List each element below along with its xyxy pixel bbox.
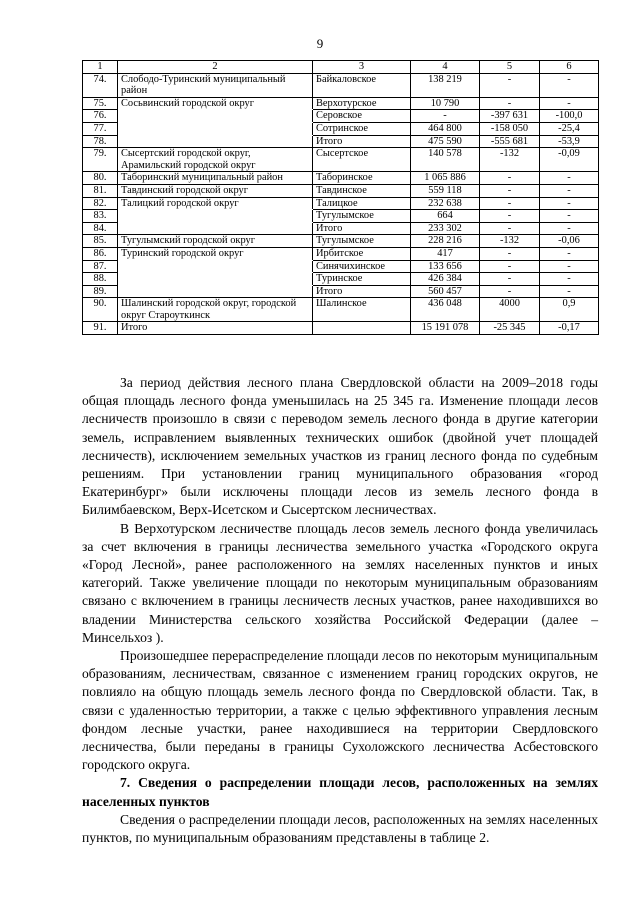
table-cell-pct: - (540, 197, 599, 210)
table-cell-change: -158 050 (480, 122, 540, 135)
table-cell-pct: - (540, 273, 599, 286)
table-cell-les: Тугулымское (313, 235, 411, 248)
table-cell-pct: -53,9 (540, 135, 599, 148)
table-cell-area: 232 638 (411, 197, 480, 210)
table-cell-mo: Туринский городской округ (118, 247, 313, 260)
table-cell-mo: Итого (118, 322, 313, 335)
table-cell-n: 88. (83, 273, 118, 286)
table-cell-n: 90. (83, 298, 118, 322)
table-cell-area: 10 790 (411, 97, 480, 110)
paragraph: Сведения о распределении площади лесов, расположенных на землях населенных пунктов, по муниципальным образованиям представлены в таблице 2. (82, 811, 598, 846)
table-cell-area: 417 (411, 247, 480, 260)
table-cell-change: -25 345 (480, 322, 540, 335)
table-cell-change: - (480, 222, 540, 235)
table-row (83, 97, 599, 110)
table-row (83, 122, 599, 135)
column-header: 2 (118, 61, 313, 74)
column-header: 5 (480, 61, 540, 74)
table-cell-les: Байкаловское (313, 73, 411, 97)
table-cell-change: -397 631 (480, 110, 540, 123)
table-cell-les: Туринское (313, 273, 411, 286)
table-cell-mo: Шалинский городской округ, городской округ Староуткинск (118, 298, 313, 322)
table-row (83, 210, 599, 223)
table-cell-mo (118, 110, 313, 123)
table-cell-n: 81. (83, 184, 118, 197)
table-cell-pct: - (540, 247, 599, 260)
table-cell-area: 559 118 (411, 184, 480, 197)
table-row (83, 73, 599, 97)
table-cell-n: 80. (83, 172, 118, 185)
table-cell-area: 664 (411, 210, 480, 223)
table-cell-change: - (480, 172, 540, 185)
table-row (83, 172, 599, 185)
table-cell-n: 83. (83, 210, 118, 223)
table-cell-les: Сотринское (313, 122, 411, 135)
table-cell-n: 91. (83, 322, 118, 335)
table-cell-pct: 0,9 (540, 298, 599, 322)
table-cell-pct: - (540, 73, 599, 97)
table-cell-mo: Слободо-Туринский муниципальный район (118, 73, 313, 97)
table-cell-area: 475 590 (411, 135, 480, 148)
table-cell-change: - (480, 184, 540, 197)
table-cell-mo: Талицкий городской округ (118, 197, 313, 210)
table-cell-pct: -100,0 (540, 110, 599, 123)
table-cell-area: 15 191 078 (411, 322, 480, 335)
table-cell-pct: - (540, 285, 599, 298)
table-cell-pct: - (540, 222, 599, 235)
table-cell-les: Серовское (313, 110, 411, 123)
table-cell-n: 75. (83, 97, 118, 110)
table-cell-change: - (480, 97, 540, 110)
table-cell-n: 82. (83, 197, 118, 210)
body-text (82, 374, 598, 847)
table-cell-area: 140 578 (411, 148, 480, 172)
table-cell-mo: Сысертский городской округ, Арамильский городской округ (118, 148, 313, 172)
forest-area-table (82, 60, 599, 335)
table-cell-les: Синячихинское (313, 260, 411, 273)
table-cell-les: Итого (313, 285, 411, 298)
table-cell-area: 138 219 (411, 73, 480, 97)
paragraph: В Верхотурском лесничестве площадь лесов земель лесного фонда увеличилась за счет включения в границы лесничества земельного участка «Городского округа «Город Лесной», ранее расположенного на землях населенных пунктов и иных категорий. Также увеличение площади по некоторым муниципальным образованиям связано с включением в границы лесничеств лесных участков, ранее находившихся во владении Министерства сельского хозяйства Российской Федерации (далее – Минсельхоз ). (82, 520, 598, 645)
table-cell-mo (118, 122, 313, 135)
table-cell-change: -555 681 (480, 135, 540, 148)
column-header: 1 (83, 61, 118, 74)
table-cell-les: Талицкое (313, 197, 411, 210)
table-cell-mo: Сосьвинский городской округ (118, 97, 313, 110)
column-header: 3 (313, 61, 411, 74)
table-cell-area: - (411, 110, 480, 123)
table-cell-mo: Таборинский муниципальный район (118, 172, 313, 185)
table-row (83, 285, 599, 298)
table-row (83, 197, 599, 210)
table-cell-pct: -0,06 (540, 235, 599, 248)
table-row (83, 235, 599, 248)
table-cell-pct: - (540, 97, 599, 110)
table-row (83, 135, 599, 148)
table-cell-change: - (480, 247, 540, 260)
table-cell-n: 77. (83, 122, 118, 135)
table-cell-pct: -0,17 (540, 322, 599, 335)
table-cell-les: Тугулымское (313, 210, 411, 223)
table-row (83, 110, 599, 123)
table-cell-pct: - (540, 210, 599, 223)
section-heading: 7. Сведения о распределении площади лесов, расположенных на землях населенных пунктов (82, 775, 598, 809)
table-row (83, 247, 599, 260)
table-cell-change: - (480, 197, 540, 210)
table-cell-area: 436 048 (411, 298, 480, 322)
table-cell-area: 426 384 (411, 273, 480, 286)
table-cell-mo (118, 135, 313, 148)
table-cell-change: - (480, 73, 540, 97)
table-cell-les: Шалинское (313, 298, 411, 322)
table-cell-change: - (480, 273, 540, 286)
table-cell-n: 74. (83, 73, 118, 97)
table-cell-n: 79. (83, 148, 118, 172)
table-row (83, 322, 599, 335)
table-cell-les: Тавдинское (313, 184, 411, 197)
table-cell-mo (118, 273, 313, 286)
table-cell-n: 86. (83, 247, 118, 260)
table-cell-area: 233 302 (411, 222, 480, 235)
table-row (83, 148, 599, 172)
table-cell-change: -132 (480, 148, 540, 172)
table-row (83, 184, 599, 197)
table-row (83, 273, 599, 286)
table-cell-area: 1 065 886 (411, 172, 480, 185)
table-row (83, 298, 599, 322)
table-cell-mo (118, 210, 313, 223)
table-cell-n: 78. (83, 135, 118, 148)
table-cell-mo (118, 285, 313, 298)
table-cell-n: 84. (83, 222, 118, 235)
table-cell-n: 87. (83, 260, 118, 273)
table-cell-les (313, 322, 411, 335)
table-cell-change: - (480, 285, 540, 298)
table-cell-pct: - (540, 260, 599, 273)
table-cell-n: 76. (83, 110, 118, 123)
table-cell-mo (118, 222, 313, 235)
column-header: 6 (540, 61, 599, 74)
table-cell-area: 228 216 (411, 235, 480, 248)
table-cell-les: Итого (313, 135, 411, 148)
table-cell-change: 4000 (480, 298, 540, 322)
table-cell-n: 85. (83, 235, 118, 248)
table-cell-change: -132 (480, 235, 540, 248)
table-cell-mo: Тавдинский городской округ (118, 184, 313, 197)
column-header: 4 (411, 61, 480, 74)
table-cell-pct: -25,4 (540, 122, 599, 135)
table-cell-area: 560 457 (411, 285, 480, 298)
table-cell-les: Таборинское (313, 172, 411, 185)
table-row (83, 260, 599, 273)
table-header-row (83, 61, 599, 74)
table-cell-les: Верхотурское (313, 97, 411, 110)
table-row (83, 222, 599, 235)
paragraph: За период действия лесного плана Свердловской области на 2009–2018 годы общая площадь лесного фонда уменьшилась на 25 345 га. Изменение площади лесов лесничеств произошло в связи с переводом земель лесного фонда в другие категории земель, исправлением выявленных технических ошибок (двойной учет площадей лесничеств), исключением земельных участков из границ лесного фонда по судебным решениям. При установлении границ муниципального образования «город Екатеринбург» были исключены площади лесов из земель лесного фонда в Билимбаевском, Верх-Исетском и Сысертском лесничествах. (82, 375, 598, 518)
table-cell-pct: -0,09 (540, 148, 599, 172)
table-cell-change: - (480, 260, 540, 273)
page-number: 9 (316, 36, 324, 51)
table-cell-change: - (480, 210, 540, 223)
table-cell-pct: - (540, 172, 599, 185)
table-cell-area: 464 800 (411, 122, 480, 135)
table-cell-les: Сысертское (313, 148, 411, 172)
table-cell-mo: Тугулымский городской округ (118, 235, 313, 248)
table-cell-les: Итого (313, 222, 411, 235)
paragraph: Произошедшее перераспределение площади лесов по некоторым муниципальным образованиям, лесничествам, связанное с изменением границ городских округов, не повлияло на общую площадь земель лесного фонда по Свердловской области. Так, в связи с удаленностью территории, а также с целью эффективного управления лесным фондом лесные участки, ранее находившиеся на территории Свердловского лесничества, были переданы в границы Сухоложского лесничества Асбестовского городского округа. (82, 648, 598, 773)
table-cell-pct: - (540, 184, 599, 197)
table-cell-mo (118, 260, 313, 273)
table-cell-area: 133 656 (411, 260, 480, 273)
table-cell-n: 89. (83, 285, 118, 298)
table-cell-les: Ирбитское (313, 247, 411, 260)
